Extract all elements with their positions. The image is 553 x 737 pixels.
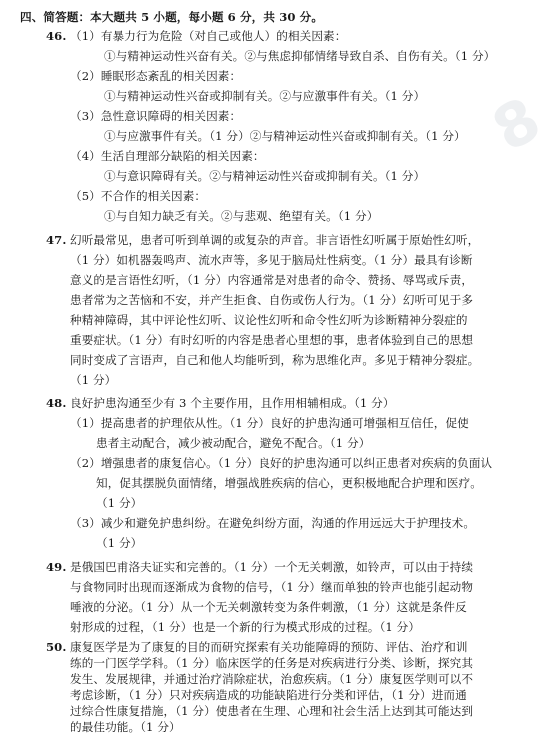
- question-46-number: 46.: [46, 29, 67, 43]
- q48-line: （2）增强患者的康复信心。（1 分）良好的护患沟通可以纠正患者对疾病的负面认: [70, 456, 493, 470]
- watermark: 8: [481, 84, 553, 166]
- q46-line: （3）急性意识障碍的相关因素：: [70, 109, 242, 123]
- q46-line: ①与精神运动性兴奋或抑制有关。②与应激事件有关。（1 分）: [104, 89, 426, 103]
- q47-line: 重要症状。（1 分）有时幻听的内容是患者心里想的事，患者体验到自己的思想: [70, 333, 474, 347]
- q47-line: 幻听最常见，患者可听到单调的或复杂的声音。非言语性幻听属于原始性幻听，: [70, 233, 480, 247]
- q50-line: 的最佳功能。（1 分）: [70, 720, 181, 734]
- q46-line: （4）生活自理部分缺陷的相关因素：: [70, 149, 265, 163]
- q48-line: 知，促其摆脱负面情绪，增强战胜疾病的信心，更积极地配合护理和医疗。: [96, 476, 482, 490]
- q47-line: 患者常为之苦恼和不安，并产生拒食、自伤或伤人行为。（1 分）幻听可见于多: [70, 293, 474, 307]
- q49-line: 是俄国巴甫洛夫证实和完善的。（1 分）一个无关刺激，如铃声，可以由于持续: [70, 560, 474, 574]
- q50-line: 发生、发展规律，并通过治疗消除症状，治愈疾病。（1 分）康复医学则可以不: [70, 672, 474, 686]
- q48-line: （1 分）: [96, 536, 143, 550]
- q47-line: （1 分）: [70, 373, 117, 387]
- q48-line: （3）减少和避免护患纠纷。在避免纠纷方面，沟通的作用远远大于护理技术。: [70, 516, 476, 530]
- q46-line: ①与应激事件有关。（1 分）②与精神运动性兴奋或抑制有关。（1 分）: [104, 129, 466, 143]
- q47-line: 同时变成了言语声，自己和他人均能听到，称为思维化声。多见于精神分裂症。: [70, 353, 480, 367]
- q46-line: （5）不合作的相关因素：: [70, 189, 207, 203]
- q48-line: （1 分）: [96, 496, 143, 510]
- q50-line: 练的一门医学学科。（1 分）临床医学的任务是对疾病进行分类、诊断，探究其: [70, 656, 474, 670]
- q47-line: 种精神障碍，其中评论性幻听、议论性幻听和命令性幻听为诊断精神分裂症的: [70, 313, 468, 327]
- question-48-number: 48.: [46, 396, 67, 410]
- section-header: 四、简答题：本大题共 5 小题，每小题 6 分，共 30 分。: [20, 10, 324, 24]
- q46-line: ①与精神运动性兴奋有关。②与焦虑抑郁情绪导致自杀、自伤有关。（1 分）: [104, 49, 496, 63]
- question-50-number: 50.: [46, 640, 67, 654]
- q48-line: （1）提高患者的护理依从性。（1 分）良好的护患沟通可增强相互信任，促使: [70, 416, 469, 430]
- q47-line: 意义的是言语性幻听，（1 分）内容通常是对患者的命令、赞扬、辱骂或斥责，: [70, 273, 474, 287]
- q46-line: ①与意识障碍有关。②与精神运动性兴奋或抑制有关。（1 分）: [104, 169, 426, 183]
- q49-line: 唾液的分泌。（1 分）从一个无关刺激转变为条件刺激，（1 分）这就是条件反: [70, 600, 467, 614]
- q50-line: 过综合性康复措施，（1 分）使患者在生理、心理和社会生活上达到其可能达到: [70, 704, 474, 718]
- question-47-number: 47.: [46, 233, 67, 247]
- q48-line: 患者主动配合，减少被动配合，避免不配合。（1 分）: [96, 436, 371, 450]
- q50-line: 考虑诊断，（1 分）只对疾病造成的功能缺陷进行分类和评估，（1 分）进而通: [70, 688, 467, 702]
- q49-line: 与食物同时出现而逐渐成为食物的信号，（1 分）继而单独的铃声也能引起动物: [70, 580, 474, 594]
- q46-line: ①与自知力缺乏有关。②与悲观、绝望有关。（1 分）: [104, 209, 379, 223]
- q47-line: （1 分）如机器轰鸣声、流水声等，多见于脑局灶性病变。（1 分）最具有诊断: [70, 253, 473, 267]
- q49-line: 射形成的过程，（1 分）也是一个新的行为模式形成的过程。（1 分）: [70, 620, 421, 634]
- q48-line: 良好护患沟通至少有 3 个主要作用，且作用相辅相成。（1 分）: [70, 396, 395, 410]
- question-49-number: 49.: [46, 560, 67, 574]
- q46-line: （2）睡眠形态紊乱的相关因素：: [70, 69, 242, 83]
- q50-line: 康复医学是为了康复的目的而研究探索有关功能障碍的预防、评估、治疗和训: [70, 640, 468, 654]
- q46-line: （1）有暴力行为危险（对自己或他人）的相关因素：: [70, 29, 347, 43]
